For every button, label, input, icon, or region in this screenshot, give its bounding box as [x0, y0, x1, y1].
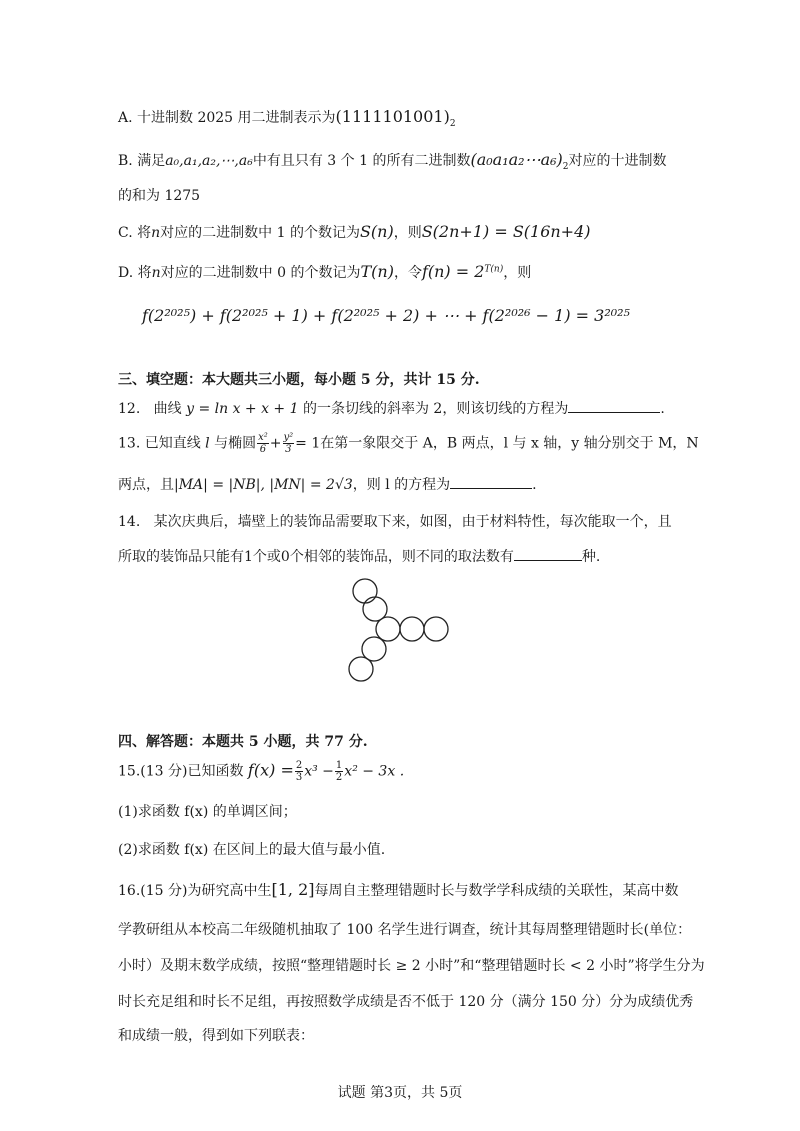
equation: = 1 [295, 435, 321, 452]
denominator: 3 [285, 444, 292, 455]
sequence: a₀,a₁,a₂,⋯,a₆ [165, 153, 253, 169]
option-text: ，则 [503, 265, 532, 281]
option-text: 对应的二进制数中 1 的个数记为 [160, 225, 360, 241]
fraction [335, 760, 343, 783]
decoration-circle [424, 617, 448, 641]
option-text: 对应的二进制数中 0 的个数记为 [160, 265, 361, 281]
operator: + [269, 435, 282, 452]
binary-number: (a₀a₁a₂⋯a₆) [470, 150, 563, 169]
question-number: 14. [118, 514, 141, 530]
question-13 [118, 432, 699, 455]
option-text: 中有且只有 3 个 1 的所有二进制数 [252, 153, 471, 169]
option-letter: B. [118, 153, 133, 169]
question-number: 12. [118, 401, 141, 417]
option-text: 满足 [137, 153, 166, 169]
condition: |MA| = |NB|, |MN| = 2√3 [174, 477, 353, 493]
function-s: S(n) [359, 222, 394, 241]
answer-blank[interactable] [450, 474, 532, 489]
question-15-part1: (1)求函数 f(x) 的单调区间； [118, 804, 297, 820]
question-text: 某次庆典后，墙壁上的装饰品需要取下来，如图，由于材料特性，每次能取一个，且 [153, 514, 672, 530]
interval: [1, 2] [271, 880, 315, 899]
question-text: 两点，且 [118, 477, 174, 493]
answer-blank[interactable] [514, 546, 582, 561]
decoration-circle [400, 617, 424, 641]
question-text: 每周自主整理错题时长与数学学科成绩的关联性，某高中数 [314, 883, 679, 899]
question-text: 已知直线 [144, 435, 201, 452]
question-text: 与椭圆 [214, 435, 257, 452]
option-text: 将 [137, 225, 152, 241]
question-text: 为研究高中生 [187, 883, 272, 899]
question-15-part2: (2)求函数 f(x) 在区间上的最大值与最小值. [118, 842, 386, 858]
question-score: (13 分) [140, 763, 188, 780]
option-text: 对应的十进制数 [568, 153, 667, 169]
question-text: 在第一象限交于 A，B 两点，l 与 x 轴，y 轴分别交于 M，N [320, 435, 699, 452]
fraction-x [257, 432, 269, 455]
section-heading: 三、填空题：本大题共三小题，每小题 5 分，共计 15 分. [118, 372, 480, 388]
decoration-circle [349, 657, 373, 681]
question-text: 种. [581, 549, 601, 565]
option-d-formula: f(2²⁰²⁵) + f(2²⁰²⁵ + 1) + f(2²⁰²⁵ + 2) + ⋯ + f(2²⁰²⁶ − 1) = 3²⁰²⁵ [142, 306, 630, 325]
section-heading: 四、解答题：本题共 5 小题，共 77 分. [118, 734, 368, 750]
option-letter: A. [118, 110, 133, 126]
answer-blank[interactable] [568, 398, 660, 413]
term: x³ − [304, 763, 334, 780]
fraction [295, 760, 303, 783]
decorations-figure [335, 570, 465, 695]
numerator: x² [258, 432, 268, 443]
question-number: 16. [118, 883, 141, 899]
question-number: 13. [118, 435, 141, 452]
question-16-line5: 和成绩一般，得到如下列联表： [118, 1028, 314, 1044]
question-text: 所取的装饰品只能有1个或0个相邻的装饰品，则不同的取法数有 [118, 549, 514, 565]
question-score: (15 分) [140, 883, 188, 899]
denominator: 2 [335, 772, 343, 783]
option-b-line2: 的和为 1275 [118, 188, 201, 204]
punctuation: . [532, 477, 537, 493]
question-16-line3: 小时）及期末数学成绩，按照“整理错题时长 ≥ 2 小时”和“整理错题时长 < 2 小时”将学生分为 [118, 958, 705, 974]
question-16 [118, 880, 678, 901]
curve-equation: y = ln x + x + 1 [186, 401, 299, 417]
equation: S(2n+1) = S(16n+4) [421, 222, 591, 241]
term: x² − 3x . [344, 763, 405, 780]
denominator: 6 [259, 444, 267, 455]
fraction-y [283, 432, 295, 455]
decoration-circle [376, 617, 400, 641]
function-t: T(n) [360, 262, 394, 281]
option-a [118, 107, 456, 128]
function-f: f(x) = [247, 760, 294, 780]
page-footer: 试题 第3页，共 5页 [337, 1085, 463, 1101]
base-subscript: 2 [449, 118, 456, 129]
option-text: 将 [137, 265, 152, 281]
question-15 [118, 760, 404, 783]
variable-n: n [151, 265, 161, 281]
option-text: ，则 [393, 225, 422, 241]
question-number: 15. [118, 763, 141, 780]
question-text: ，则 l 的方程为 [352, 477, 451, 493]
line-l: l [205, 435, 210, 452]
question-text: 已知函数 [187, 763, 244, 780]
numerator: 1 [335, 760, 343, 771]
function-f: f(n) = 2 [421, 262, 485, 281]
question-14 [118, 512, 672, 532]
binary-value: (1111101001) [335, 107, 450, 126]
decoration-circle [353, 579, 377, 603]
numerator: y² [283, 432, 294, 443]
option-b [118, 150, 667, 171]
base-subscript: 2 [562, 161, 569, 172]
option-letter: C. [118, 225, 133, 241]
option-text: ，令 [393, 265, 422, 281]
option-text: 十进制数 2025 用二进制表示为 [137, 110, 336, 126]
question-text: 曲线 [153, 401, 182, 417]
question-14-line2 [118, 546, 600, 567]
variable-n: n [151, 225, 161, 241]
question-16-line2: 学教研组从本校高二年级随机抽取了 100 名学生进行调查，统计其每周整理错题时长(单位： [118, 922, 692, 938]
numerator: 2 [295, 760, 303, 771]
option-c [118, 222, 591, 243]
question-16-line4: 时长充足组和时长不足组，再按照数学成绩是否不低于 120 分（满分 150 分）分为成绩优秀 [118, 994, 694, 1010]
punctuation: . [660, 401, 665, 417]
denominator: 3 [295, 772, 303, 783]
exponent: T(n) [484, 264, 504, 275]
option-letter: D. [118, 265, 134, 281]
question-text: 的一条切线的斜率为 2，则该切线的方程为 [302, 401, 569, 417]
option-d [118, 262, 531, 283]
question-12 [118, 398, 665, 419]
question-13-line2 [118, 474, 537, 495]
